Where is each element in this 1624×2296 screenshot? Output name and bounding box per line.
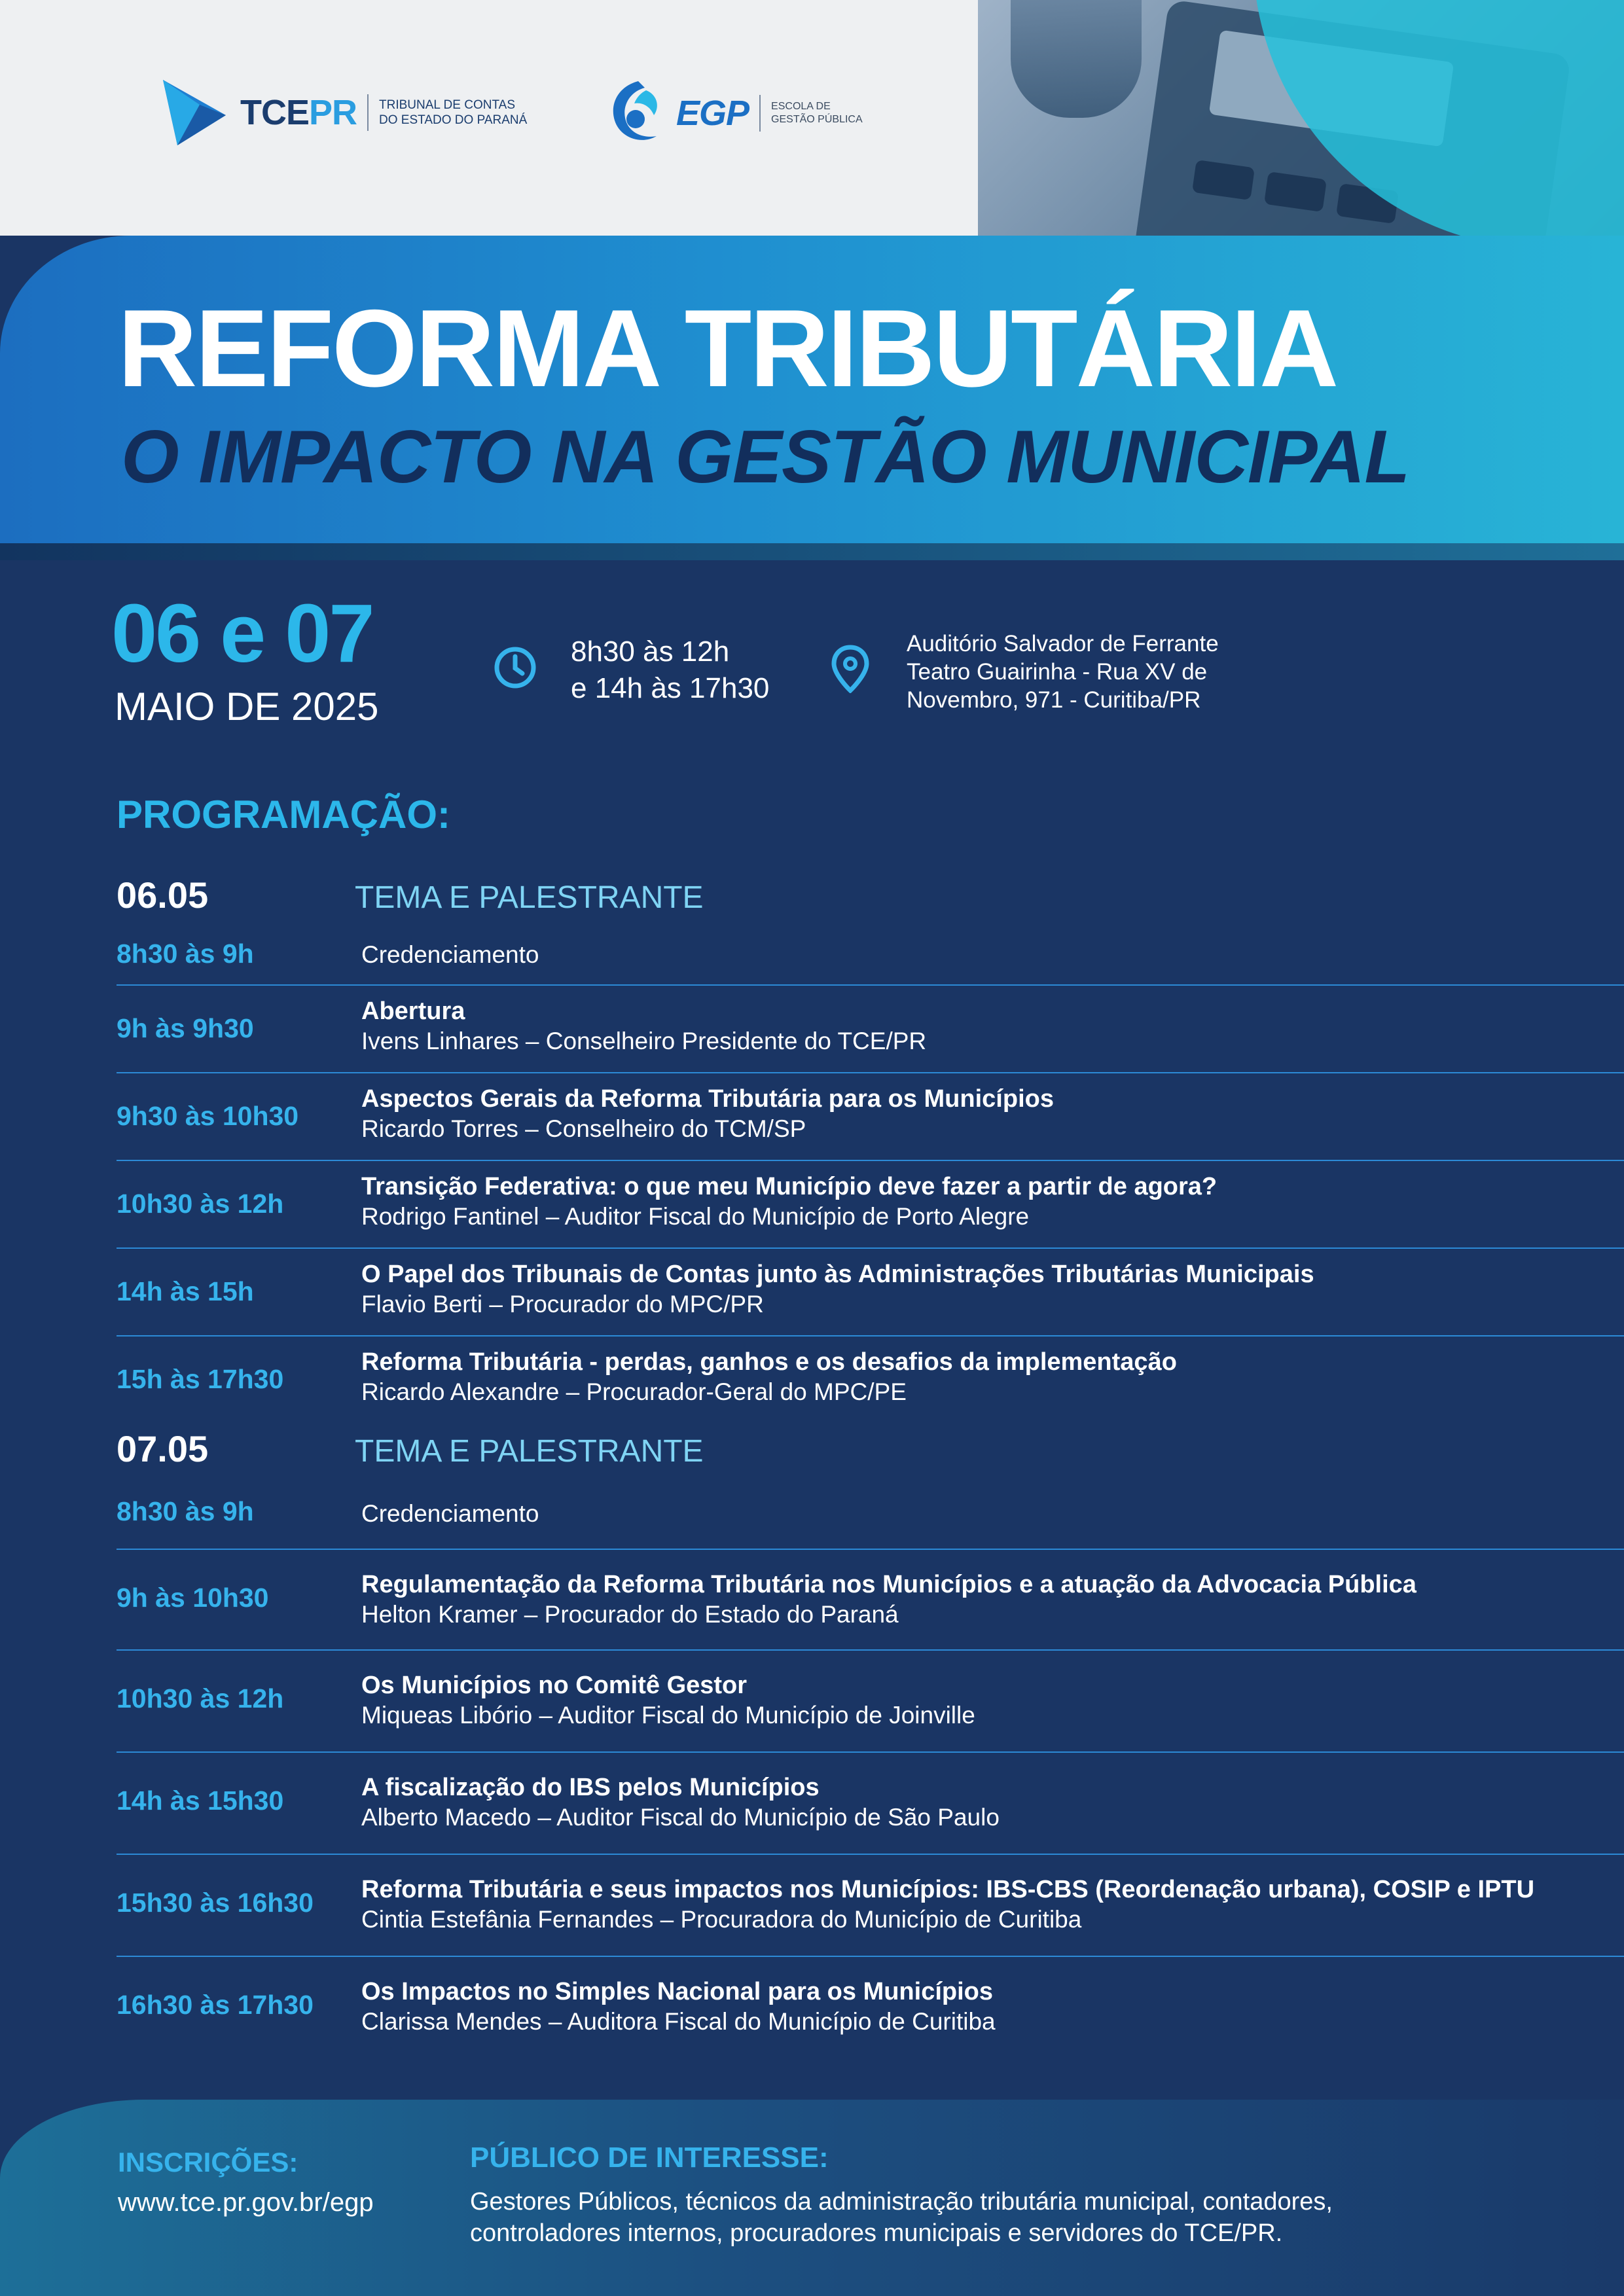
schedule-row	[117, 1855, 1624, 1957]
egp-swirl-icon	[605, 77, 664, 149]
day-column-label: TEMA E PALESTRANTE	[355, 880, 704, 915]
row-topic: O Papel dos Tribunais de Contas junto às Administrações Tributárias Municipais	[361, 1261, 1314, 1288]
schedule-row	[117, 1753, 1624, 1855]
schedule-row	[117, 986, 1624, 1073]
egp-logo-subtitle: ESCOLA DE GESTÃO PÚBLICA	[771, 101, 863, 125]
row-topic: Os Impactos no Simples Nacional para os Municípios	[361, 1978, 994, 2005]
day-header	[117, 1428, 1622, 1477]
row-topic: Os Municípios no Comitê Gestor	[361, 1672, 748, 1699]
event-time-line-1: 8h30 às 12h	[571, 636, 730, 668]
event-location-line-2: Teatro Guairinha - Rua XV de	[907, 659, 1208, 685]
calculator-photo	[978, 0, 1624, 236]
row-topic: Transição Federativa: o que meu Município deve fazer a partir de agora?	[361, 1173, 1218, 1200]
event-dates: 06 e 07	[111, 587, 373, 679]
audience-label: PÚBLICO DE INTERESSE:	[470, 2142, 829, 2174]
row-time: 15h às 17h30	[117, 1364, 284, 1394]
row-topic: Aspectos Gerais da Reforma Tributária para os Municípios	[361, 1085, 1054, 1113]
row-topic: A fiscalização do IBS pelos Municípios	[361, 1774, 820, 1801]
row-speaker: Helton Kramer – Procurador do Estado do Paraná	[361, 1601, 899, 1628]
event-location	[907, 630, 1326, 714]
row-time: 9h às 9h30	[117, 1013, 254, 1043]
schedule-row	[117, 1336, 1624, 1423]
row-time: 10h30 às 12h	[117, 1189, 284, 1219]
row-speaker: Flavio Berti – Procurador do MPC/PR	[361, 1291, 764, 1318]
row-time: 16h30 às 17h30	[117, 1990, 314, 2020]
row-speaker: Credenciamento	[361, 941, 539, 968]
schedule-row	[117, 1073, 1624, 1161]
row-time: 8h30 às 9h	[117, 1496, 254, 1526]
event-location-line-3: Novembro, 971 - Curitiba/PR	[907, 687, 1201, 713]
row-time: 8h30 às 9h	[117, 939, 254, 969]
coins-shape	[1011, 0, 1142, 118]
row-speaker: Rodrigo Fantinel – Auditor Fiscal do Município de Porto Alegre	[361, 1203, 1030, 1230]
event-location-line-1: Auditório Salvador de Ferrante	[907, 631, 1219, 656]
row-speaker: Cintia Estefânia Fernandes – Procuradora do Município de Curitiba	[361, 1906, 1082, 1933]
row-time: 14h às 15h	[117, 1276, 254, 1306]
day-column-label: TEMA E PALESTRANTE	[355, 1434, 704, 1469]
program-heading: PROGRAMAÇÃO:	[117, 793, 450, 836]
day-date: 07.05	[117, 1428, 209, 1469]
logo-divider	[367, 94, 369, 131]
event-month-year: MAIO DE 2025	[115, 685, 379, 728]
row-topic: Reforma Tributária - perdas, ganhos e os desafios da implementação	[361, 1348, 1177, 1376]
day-header	[117, 874, 1622, 923]
row-topic: Regulamentação da Reforma Tributária nos Municípios e a atuação da Advocacia Pública	[361, 1571, 1416, 1598]
egp-logo-text: EGP	[676, 94, 749, 133]
event-time-line-2: e 14h às 17h30	[571, 672, 770, 704]
row-topic: Reforma Tributária e seus impactos nos Municípios: IBS-CBS (Reordenação urbana), COSIP e IPTU	[361, 1876, 1535, 1903]
clock-icon	[492, 645, 538, 691]
row-speaker: Clarissa Mendes – Auditora Fiscal do Município de Curitiba	[361, 2008, 996, 2035]
row-time: 15h30 às 16h30	[117, 1888, 314, 1918]
schedule-row	[117, 1550, 1624, 1651]
row-time: 10h30 às 12h	[117, 1683, 284, 1713]
subtitle: O IMPACTO NA GESTÃO MUNICIPAL	[121, 416, 1410, 499]
row-time: 9h30 às 10h30	[117, 1101, 299, 1131]
day-date: 06.05	[117, 874, 209, 916]
row-time: 9h às 10h30	[117, 1583, 269, 1613]
event-time	[571, 634, 769, 707]
row-speaker: Ricardo Torres – Conselheiro do TCM/SP	[361, 1115, 806, 1142]
row-time: 14h às 15h30	[117, 1785, 284, 1816]
egp-logo	[605, 77, 863, 149]
registration-link[interactable]: www.tce.pr.gov.br/egp	[118, 2188, 374, 2217]
logo-divider	[759, 95, 761, 132]
row-speaker: Ivens Linhares – Conselheiro Presidente do TCE/PR	[361, 1028, 927, 1054]
row-topic: Abertura	[361, 997, 465, 1025]
row-speaker: Alberto Macedo – Auditor Fiscal do Município de São Paulo	[361, 1804, 1000, 1831]
main-title: REFORMA TRIBUTÁRIA	[118, 287, 1337, 410]
schedule-row	[117, 1249, 1624, 1336]
row-speaker: Miqueas Libório – Auditor Fiscal do Município de Joinville	[361, 1702, 975, 1729]
row-speaker: Credenciamento	[361, 1500, 539, 1527]
schedule-row	[117, 1651, 1624, 1753]
title-band-shadow	[0, 543, 1624, 560]
schedule-row	[117, 929, 1624, 986]
row-speaker: Ricardo Alexandre – Procurador-Geral do MPC/PE	[361, 1378, 907, 1405]
schedule-row	[117, 1483, 1624, 1550]
registration-label: INSCRIÇÕES:	[118, 2147, 298, 2178]
tce-logo-text: TCEPR	[240, 93, 357, 132]
schedule-row	[117, 1161, 1624, 1249]
tce-pr-logo	[160, 79, 527, 147]
tce-logo-subtitle: TRIBUNAL DE CONTAS DO ESTADO DO PARANÁ	[379, 98, 528, 127]
schedule-row	[117, 1957, 1624, 2058]
location-pin-icon	[831, 645, 869, 693]
audience-text: Gestores Públicos, técnicos da administração tributária municipal, contadores, controladores internos, procuradores municipais e servidores do TCE/PR.	[470, 2188, 1333, 2247]
tce-triangle-icon	[160, 79, 228, 147]
